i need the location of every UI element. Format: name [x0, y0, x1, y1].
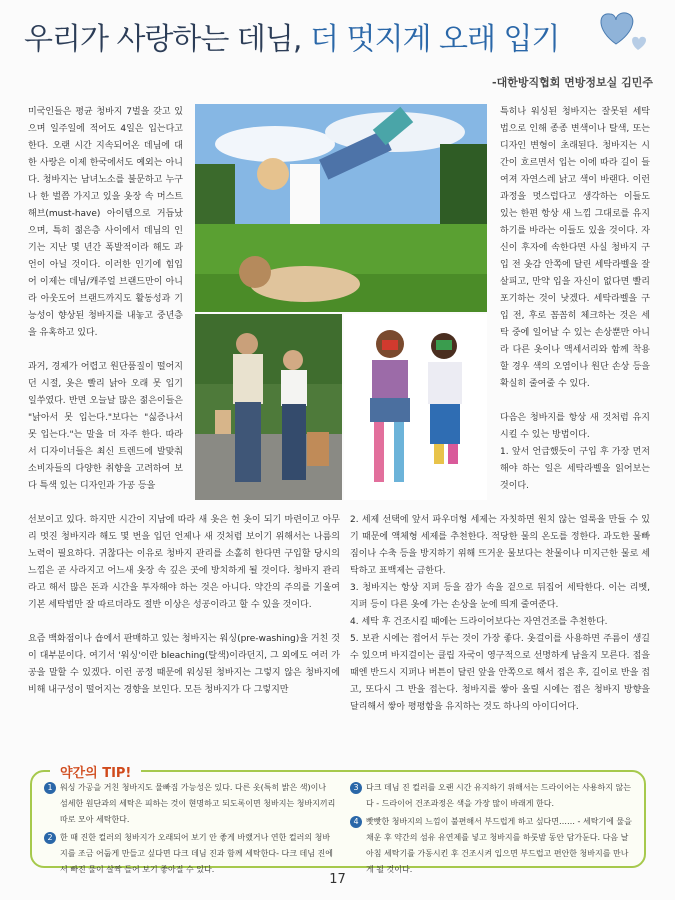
bottom-left-paragraph-1: 선보이고 있다. 하지만 시간이 지남에 따라 새 옷은 헌 옷이 되기 마련이고 아무리 멋진 청바지라 해도 몇 번을 입던 언제나 새 것처럼 보이기 위해서는 나름의 노력이 필요하다. 귀찮다는 이유로 청바지 관리를 소홀히 한다면 구입할 당시의 느낌은 곧 사라지고 어느새 옷장 속 깊은 곳에 방치하게 될 것이다. 청바지 관리라고 해서 많은 돈과 시간을 투자해야 하는 것은 아니다. 약간의 주의를 기울여 기본 세탁법만 잘 따르더라도 절반 이상은 성공이라고 할 수 있을 것이다. — [28, 515, 340, 610]
tip-text: 다크 데님 진 컬러를 오랜 시간 유지하기 위해서는 드라이어는 사용하지 않는다 - 드라이어 건조과정은 색을 가장 많이 바래게 한다. — [366, 783, 631, 808]
right-paragraph-1: 특히나 워싱된 청바지는 잘못된 세탁법으로 인해 종종 변색이나 탈색, 또는 디자인 변형이 초래된다. 청바지는 시간이 흐르면서 입는 이에 따라 길이 들여져 자연스레 낡고 색이 바랜다. 이런 과정을 멋스럽다고 생각하는 이들도 있는 한편 항상 새 느낌 그대로를 유지하기를 바라는 이들도 있을 것이다. 자신이 후자에 속한다면 사실 청바지 구입 전 옷감 안쪽에 달린 세탁라벨을 잘 살피고, 만약 입을 자신이 없다면 빨리 포기하는 것이 낫겠다. 세탁라벨을 구입 전, 후로 꼼꼼히 체크하는 것은 세탁 중에 일어날 수 있는 손상뿐만 아니라 다른 옷이나 액세서리와 함께 착용할 경우 색의 오염이나 원단 손상 등을 확실히 줄여줄 수 있다. — [500, 107, 650, 389]
couple-shopping-photo — [195, 314, 342, 500]
tip-text: 한 때 진한 컬러의 청바지가 오래되어 보기 안 좋게 바랬거나 연한 컬러의 청바지를 조금 어둡게 만들고 싶다면 다크 데님 진과 함께 세탁한다- 다크 데님 진에서 빠진 물이 살짝 들어 보기 좋아질 수 있다. — [60, 833, 333, 874]
wash-tip-3: 3. 청바지는 항상 지퍼 등을 잠가 속을 겉으로 뒤집어 세탁한다. 이는 리벳, 지퍼 등이 다른 옷에 가는 손상을 눈에 띄게 줄여준다. — [350, 583, 650, 610]
wash-tip-5: 5. 보관 시에는 접어서 두는 것이 가장 좋다. 옷걸이를 사용하면 주름이 생길 수 있으며 바지걸이는 클립 자국이 영구적으로 선명하게 남을지 모른다. 접을 때엔 반드시 지퍼나 버튼이 달린 앞을 안쪽으로 해서 접은 후, 길이로 반을 접고, 또다시 그 반을 접는다. 청바지를 쌓아 올릴 시에는 접은 청바지 방향을 달리해서 쌓아 평평함을 유지하는 것도 하나의 아이디어다. — [350, 634, 650, 712]
right-paragraph-3: 1. 앞서 언급했듯이 구입 후 가장 먼저 해야 하는 일은 세탁라벨을 읽어보는 것이다. — [500, 447, 650, 491]
left-column — [28, 104, 183, 495]
title-part1: 우리가 사랑하는 데님, — [24, 22, 310, 57]
heart-icon — [586, 4, 656, 52]
tip-number: 4 — [350, 816, 362, 828]
kids-photo — [344, 314, 487, 500]
right-column — [500, 104, 650, 495]
left-paragraph-1: 미국인들은 평균 청바지 7벌을 갖고 있으며 일주일에 적어도 4일은 입는다고 한다. 오랜 시간 지속되어온 데님에 대한 사랑은 이제 한국에서도 예외는 아니다. 청바지는 남녀노소를 불문하고 누구나 한 벌쯤 가지고 있을 옷장 속 머스트해브(must-have) 아이템으로 거듭났으며, 특히 젊은층 사이에서 데님의 인기는 지난 몇 년간 폭발적이라 해도 과언이 아닐 것이다. 이러한 인기에 힘입어 이제는 데님/캐주얼 브랜드만이 아니라 아웃도어 브랜드까지도 활동성과 기능성이 향상된 청바지를 내놓고 중년층을 유혹하고 있다. — [28, 107, 183, 338]
tip-number: 2 — [44, 832, 56, 844]
tip-title: 약간의 TIP! — [50, 762, 141, 781]
tip-item — [44, 830, 336, 878]
byline: -대한방직협회 면방정보실 김민주 — [492, 76, 653, 89]
tip-list-right — [350, 780, 632, 880]
right-paragraph-2: 다음은 청바지를 항상 새 것처럼 유지시킬 수 있는 방법이다. — [500, 413, 650, 440]
title-part2: 더 멋지게 오래 입기 — [309, 22, 560, 57]
wash-tip-4: 4. 세탁 후 건조시킬 때에는 드라이어보다는 자연건조를 추천한다. — [350, 617, 608, 627]
tip-list-left — [44, 780, 336, 880]
tip-text: 빳빳한 청바지의 느낌이 불편해서 부드럽게 하고 싶다면…… - 세탁기에 물을 채운 후 약간의 섬유 유연제를 넣고 청바지를 하룻밤 동안 담가둔다. 다음 날 아침 세탁기를 가동시킨 후 건조시켜 입으면 부드럽고 편안한 청바지를 만나게 될 것이다. — [366, 817, 632, 874]
father-child-photo — [195, 104, 487, 312]
wash-tip-2: 2. 세제 선택에 앞서 파우더형 세제는 자칫하면 원치 않는 얼룩을 만들 수 있기 때문에 액체형 세제를 추천한다. 적당한 물의 온도를 정한다. 과도한 물빠짐이나 수축 등을 방지하기 위해 뜨거운 물보다는 찬물이나 미지근한 물로 세탁하고 표백제는 금한다. — [350, 515, 650, 576]
bottom-left-column — [28, 512, 340, 699]
tip-item — [350, 780, 632, 812]
bottom-right-column — [350, 512, 650, 716]
bottom-left-paragraph-2: 요즘 백화점이나 숍에서 판매하고 있는 청바지는 워싱(pre-washing)을 거친 것이 대부분이다. 여기서 '워싱'이란 bleaching(탈색)이라던지, 그 외에도 여러 가공을 말할 수 있겠다. 이런 공정 때문에 워싱된 청바지는 그렇지 않은 청바지에 비해 내구성이 떨어지는 경향을 보인다. 모든 청바지가 다 그렇지만 — [28, 634, 340, 695]
tip-item — [44, 780, 336, 828]
tip-number: 1 — [44, 782, 56, 794]
tip-text: 워싱 가공을 거친 청바지도 물빠짐 가능성은 있다. 다른 옷(특히 밝은 색)이나 섬세한 원단과의 세탁은 피하는 것이 현명하고 되도록이면 청바지는 청바지끼리 따로 모아 세탁한다. — [60, 783, 336, 824]
page-number: 17 — [329, 872, 346, 887]
left-paragraph-2: 과거, 경제가 어렵고 원단품질이 떨어지던 시절, 옷은 빨리 낡아 오래 못 입기 일쑤였다. 반면 오늘날 많은 젊은이들은 "낡아서 못 입는다."보다는 "싫증나서 못 입는다."는 말을 더 자주 한다. 따라서 디자이너들은 최신 트렌드에 발맞춰 소비자들의 다양한 취향을 고려하여 보다 특색 있는 디자인과 가공 등을 — [28, 362, 183, 491]
tip-item — [350, 814, 632, 878]
article-title — [24, 14, 624, 62]
tip-number: 3 — [350, 782, 362, 794]
